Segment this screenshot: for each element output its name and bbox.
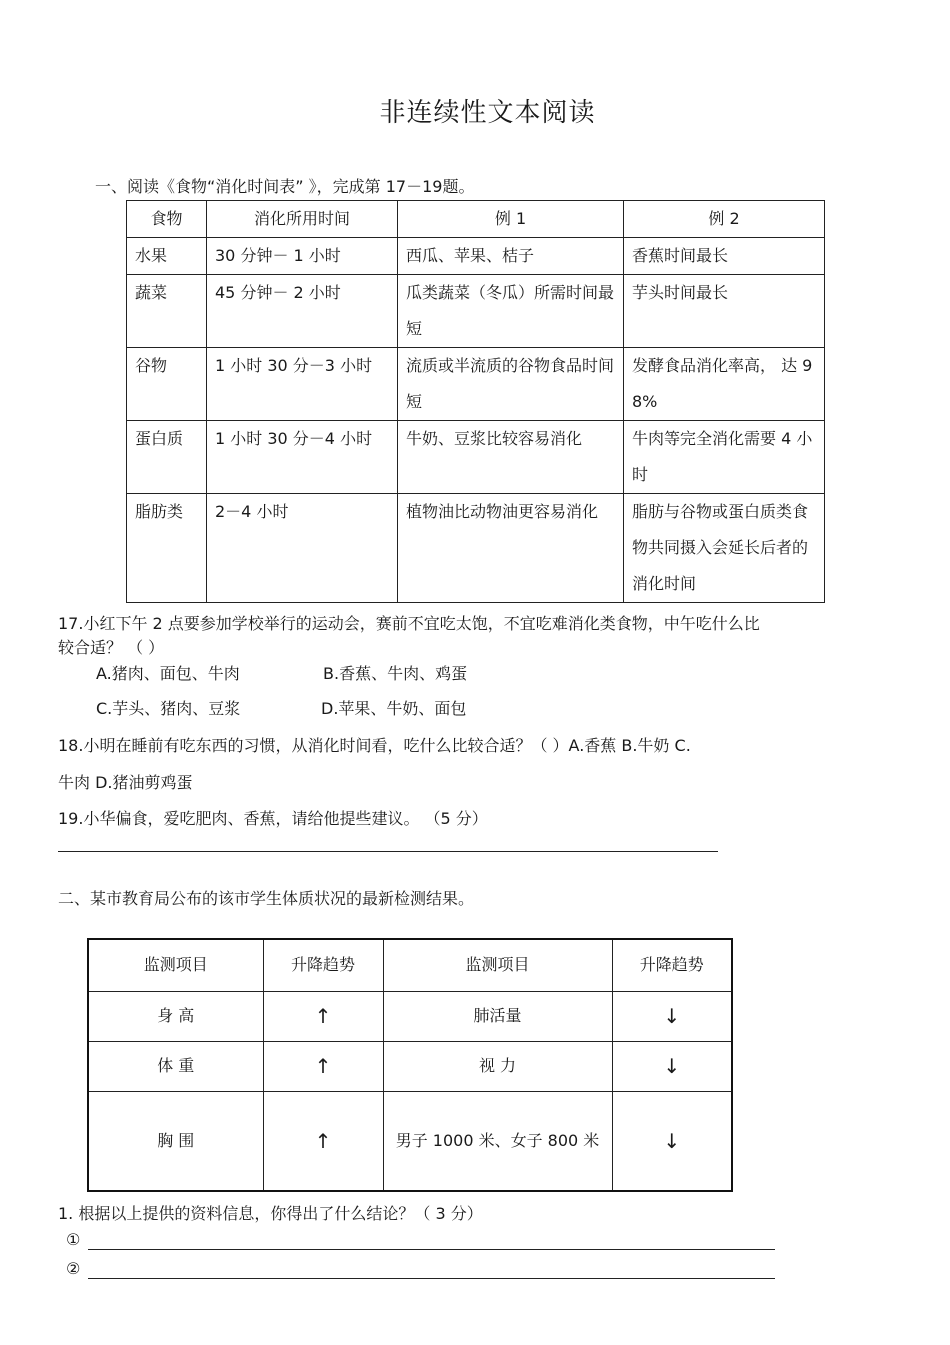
table-cell: 45 分钟－ 2 小时: [207, 275, 398, 348]
header-cell: 消化所用时间: [207, 201, 398, 238]
table-cell: 发酵食品消化率高， 达 98%: [624, 348, 825, 421]
table-cell: 谷物: [127, 348, 207, 421]
down-arrow-icon: ↓: [612, 1041, 732, 1091]
answer-line-1[interactable]: [88, 1249, 775, 1250]
answer-line-2[interactable]: [88, 1278, 775, 1279]
table-cell: 瓜类蔬菜（冬瓜）所需时间最短: [398, 275, 624, 348]
section1-intro: 一、阅读《食物“消化时间表” 》，完成第 17－19题。: [95, 177, 475, 196]
question-19: 19.小华偏食，爱吃肥肉、香蕉，请给他提些建议。 （5 分）: [58, 809, 488, 828]
table-cell: 脂肪与谷物或蛋白质类食物共同摄入会延长后者的消化时间: [624, 494, 825, 603]
table-cell: 蛋白质: [127, 421, 207, 494]
table-cell: 牛肉等完全消化需要 4 小时: [624, 421, 825, 494]
question-17-option-c: C.芋头、猪肉、豆浆: [96, 699, 241, 718]
table-cell: 视 力: [383, 1041, 612, 1091]
section2-intro: 二、某市教育局公布的该市学生体质状况的最新检测结果。: [58, 889, 475, 908]
up-arrow-icon: ↑: [263, 1091, 383, 1191]
question-18-line2: 牛肉 D.猪油剪鸡蛋: [58, 773, 193, 792]
question-1: 1. 根据以上提供的资料信息，你得出了什么结论？（ 3 分）: [58, 1204, 483, 1223]
question-17-option-b: B.香蕉、牛肉、鸡蛋: [323, 664, 468, 683]
table-row: [88, 1041, 732, 1091]
table-cell: 流质或半流质的谷物食品时间短: [398, 348, 624, 421]
header-cell: 监测项目: [88, 939, 263, 991]
question-18-line1: 18.小明在睡前有吃东西的习惯，从消化时间看，吃什么比较合适？（ ）A.香蕉 B.牛奶 C.: [58, 736, 691, 755]
question-17-option-d: D.苹果、牛奶、面包: [321, 699, 467, 718]
table-cell: 胸 围: [88, 1091, 263, 1191]
table-cell: 肺活量: [383, 991, 612, 1041]
table-cell: 2－4 小时: [207, 494, 398, 603]
table-row: [88, 991, 732, 1041]
blank-marker-2: ②: [66, 1259, 81, 1278]
table-cell: 水果: [127, 238, 207, 275]
table-cell: 脂肪类: [127, 494, 207, 603]
header-cell: 升降趋势: [263, 939, 383, 991]
page-title: 非连续性文本阅读: [379, 98, 596, 128]
question-17-option-a: A.猪肉、面包、牛肉: [96, 664, 240, 683]
up-arrow-icon: ↑: [263, 991, 383, 1041]
table-row: [127, 275, 825, 348]
header-cell: 升降趋势: [612, 939, 732, 991]
table-cell: 体 重: [88, 1041, 263, 1091]
table-cell: 植物油比动物油更容易消化: [398, 494, 624, 603]
table-cell: 芋头时间最长: [624, 275, 825, 348]
answer-line[interactable]: [58, 851, 718, 852]
table-row: [127, 348, 825, 421]
fitness-results-table: [87, 938, 733, 1192]
table-cell: 蔬菜: [127, 275, 207, 348]
table-cell: 30 分钟－ 1 小时: [207, 238, 398, 275]
table-row: [127, 421, 825, 494]
table-cell: 1 小时 30 分－4 小时: [207, 421, 398, 494]
header-cell: 监测项目: [383, 939, 612, 991]
header-cell: 食物: [127, 201, 207, 238]
table-cell: 身 高: [88, 991, 263, 1041]
table-cell: 香蕉时间最长: [624, 238, 825, 275]
table-row: [127, 494, 825, 603]
table-row: [127, 238, 825, 275]
table-cell: 男子 1000 米、女子 800 米: [383, 1091, 612, 1191]
down-arrow-icon: ↓: [612, 1091, 732, 1191]
question-17-line2: 较合适？ （ ）: [58, 638, 165, 657]
digestion-time-table: [126, 200, 825, 603]
table-header-row: [127, 201, 825, 238]
table-cell: 牛奶、豆浆比较容易消化: [398, 421, 624, 494]
up-arrow-icon: ↑: [263, 1041, 383, 1091]
header-cell: 例 2: [624, 201, 825, 238]
question-17-line1: 17.小红下午 2 点要参加学校举行的运动会，赛前不宜吃太饱，不宜吃难消化类食物，中午吃什么比: [58, 614, 760, 633]
table-header-row: [88, 939, 732, 991]
table-cell: 西瓜、苹果、桔子: [398, 238, 624, 275]
table-row: [88, 1091, 732, 1191]
header-cell: 例 1: [398, 201, 624, 238]
blank-marker-1: ①: [66, 1230, 81, 1249]
down-arrow-icon: ↓: [612, 991, 732, 1041]
table-cell: 1 小时 30 分－3 小时: [207, 348, 398, 421]
